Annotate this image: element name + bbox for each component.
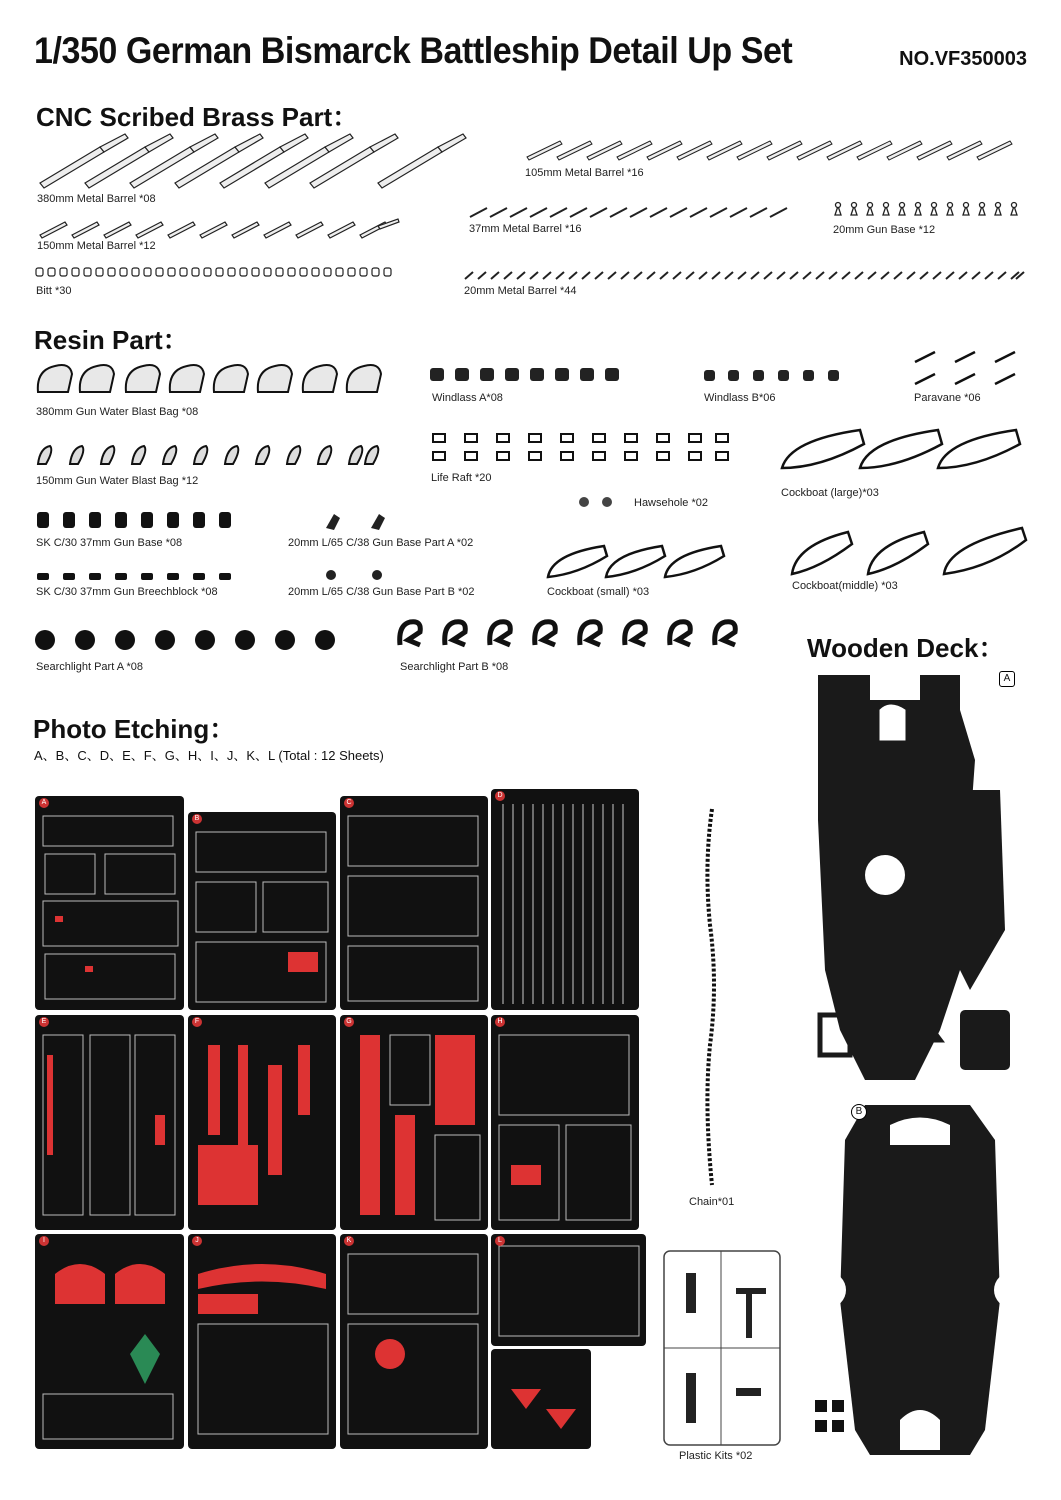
deck-label-a: A bbox=[999, 671, 1015, 687]
caption-searchlight-a: Searchlight Part A *08 bbox=[36, 661, 144, 673]
paravane-group bbox=[915, 352, 1015, 384]
caption-barrel-37: 37mm Metal Barrel *16 bbox=[469, 223, 582, 235]
caption-windlass-a: Windlass A*08 bbox=[432, 392, 503, 404]
caption-searchlight-b: Searchlight Part B *08 bbox=[400, 661, 509, 673]
barrel-37-group bbox=[470, 208, 787, 217]
life-raft-group bbox=[433, 434, 728, 460]
blast-bag-150-group bbox=[38, 446, 378, 464]
gunbase-20-group bbox=[835, 203, 1017, 216]
page-title: 1/350 German Bismarck Battleship Detail Up Set bbox=[34, 30, 793, 71]
pe-sheet-a: A bbox=[35, 796, 184, 1010]
caption-blast-380: 380mm Gun Water Blast Bag *08 bbox=[36, 406, 199, 418]
section-cnc-title: CNC Scribed Brass Part： bbox=[36, 102, 359, 132]
caption-cockboat-small: Cockboat (small) *03 bbox=[547, 586, 650, 598]
section-pe-title: Photo Etching： bbox=[33, 714, 236, 744]
barrel-380-group bbox=[40, 134, 466, 188]
barrel-20-group bbox=[465, 272, 1024, 279]
cnc-parts-illustration bbox=[0, 0, 1061, 320]
hawsehole-group bbox=[579, 497, 612, 507]
pe-sheet-b: B bbox=[188, 812, 336, 1010]
cockboat-large-group bbox=[782, 430, 1020, 468]
caption-sk-breech: SK C/30 37mm Gun Breechblock *08 bbox=[36, 586, 218, 598]
barrel-150-group bbox=[40, 219, 399, 238]
section-resin-title: Resin Part： bbox=[34, 325, 189, 355]
bitt-group bbox=[36, 268, 391, 276]
pe-sheet-d: D bbox=[491, 789, 639, 1010]
pe-sheet-h: H bbox=[491, 1015, 639, 1230]
caption-blast-150: 150mm Gun Water Blast Bag *12 bbox=[36, 475, 199, 487]
searchlight-a-group bbox=[35, 630, 335, 650]
deck-label-b: B bbox=[851, 1104, 867, 1120]
gun-base-a-group bbox=[326, 514, 385, 530]
blast-bag-380-group bbox=[38, 365, 381, 392]
searchlight-b-group bbox=[400, 622, 736, 645]
pe-sheet-extra bbox=[491, 1349, 591, 1449]
caption-hawsehole: Hawsehole *02 bbox=[634, 497, 708, 509]
gun-base-b-group bbox=[326, 570, 382, 580]
sk-gun-base-group bbox=[37, 512, 231, 528]
sk-breech-group bbox=[37, 573, 231, 580]
section-deck-title: Wooden Deck： bbox=[807, 633, 1005, 663]
pe-sheet-j: J bbox=[188, 1234, 336, 1449]
caption-life-raft: Life Raft *20 bbox=[431, 472, 492, 484]
pe-sheet-l: L bbox=[491, 1234, 646, 1346]
product-code: NO.VF350003 bbox=[899, 48, 1027, 70]
wooden-deck-a bbox=[810, 670, 1030, 1090]
caption-chain: Chain*01 bbox=[689, 1196, 735, 1208]
caption-barrel-105: 105mm Metal Barrel *16 bbox=[525, 167, 644, 179]
windlass-a-group bbox=[430, 368, 619, 381]
resin-parts-illustration bbox=[0, 340, 1061, 670]
caption-cockboat-middle: Cockboat(middle) *03 bbox=[792, 580, 898, 592]
pe-sheet-g: G bbox=[340, 1015, 488, 1230]
caption-paravane: Paravane *06 bbox=[914, 392, 981, 404]
caption-plastic-kits: Plastic Kits *02 bbox=[679, 1450, 753, 1462]
chain-illustration bbox=[700, 805, 724, 1190]
caption-windlass-b: Windlass B*06 bbox=[704, 392, 776, 404]
cockboat-middle-group bbox=[792, 528, 1026, 574]
windlass-b-group bbox=[704, 370, 839, 381]
pe-sheet-f: F bbox=[188, 1015, 336, 1230]
caption-bitt: Bitt *30 bbox=[36, 285, 72, 297]
caption-barrel-380: 380mm Metal Barrel *08 bbox=[37, 193, 156, 205]
cockboat-small-group bbox=[548, 546, 724, 577]
pe-sheet-list: A、B、C、D、E、F、G、H、I、J、K、L (Total : 12 Sheets) bbox=[34, 748, 384, 763]
caption-barrel-150: 150mm Metal Barrel *12 bbox=[37, 240, 156, 252]
caption-barrel-20: 20mm Metal Barrel *44 bbox=[464, 285, 577, 297]
barrel-105-group bbox=[527, 141, 1012, 160]
caption-gunbase-20: 20mm Gun Base *12 bbox=[833, 224, 936, 236]
caption-sk-gun-base: SK C/30 37mm Gun Base *08 bbox=[36, 537, 183, 549]
caption-gun-base-a: 20mm L/65 C/38 Gun Base Part A *02 bbox=[288, 537, 474, 549]
caption-cockboat-large: Cockboat (large)*03 bbox=[781, 487, 879, 499]
caption-gun-base-b: 20mm L/65 C/38 Gun Base Part B *02 bbox=[288, 586, 475, 598]
pe-sheet-e: E bbox=[35, 1015, 184, 1230]
pe-sheet-c: C bbox=[340, 796, 488, 1010]
pe-sheet-k: K bbox=[340, 1234, 488, 1449]
plastic-kit-sprue bbox=[661, 1248, 783, 1448]
pe-sheet-i: I bbox=[35, 1234, 184, 1449]
wooden-deck-b bbox=[810, 1100, 1030, 1460]
